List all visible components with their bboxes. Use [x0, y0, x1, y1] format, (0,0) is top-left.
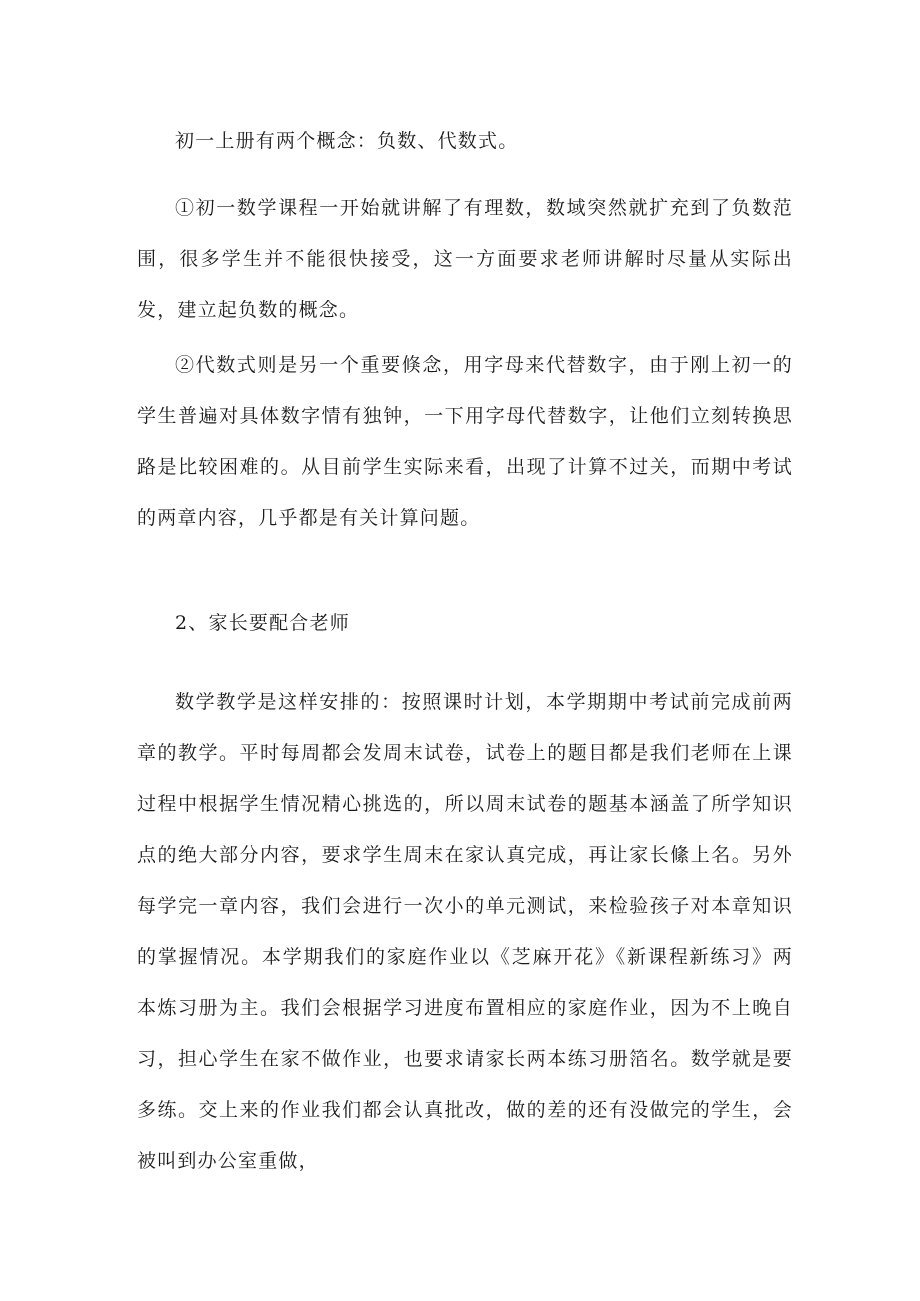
paragraph-algebraic-expressions: ②代数式则是另一个重要倏念，用字母来代替数字，由于刚上初一的学生普遍对具体数字情有独钟，一下用字母代替数字，让他们立刻转换思路是比较困难的。从目前学生实际来看，出现了计算不过关，而期中考试的两章内容，几乎都是有关计算问题。 — [137, 354, 793, 529]
section-heading-parents: 2、家长要配合老师 — [175, 612, 350, 634]
paragraph-intro: 初一上册有两个概念：负数、代数式。 — [175, 130, 519, 152]
paragraph-teaching-plan: 数学教学是这样安排的：按照课时计划，本学期期中考试前完成前两章的教学。平时每周都会发周末试卷，试卷上的题目都是我们老师在上课过程中根据学生情况精心挑选的，所以周末试卷的题基本涵盖了所学知识点的绝大部分内容，要求学生周末在家认真完成，再让家长絛上名。另外每学完一章内容，我们会进行一次小的单元测试，来检验孩子对本章知识的掌握情况。本学期我们的家庭作业以《芝麻开花》《新课程新练习》两本炼习册为主。我们会根据学习进度布置相应的家庭作业，因为不上晚自习，担心学生在家不做作业，也要求请家长两本练习册箔名。数学就是要多练。交上来的作业我们都会认真批改，做的差的还有没做完的学生，会被叫到办公室重做， — [137, 691, 793, 1172]
paragraph-negative-numbers: ①初一数学课程一开始就讲解了有理数，数域突然就扩充到了负数范围，很多学生并不能很快接受，这一方面要求老师讲解时尽量从实际出发，建立起负数的概念。 — [137, 197, 793, 321]
